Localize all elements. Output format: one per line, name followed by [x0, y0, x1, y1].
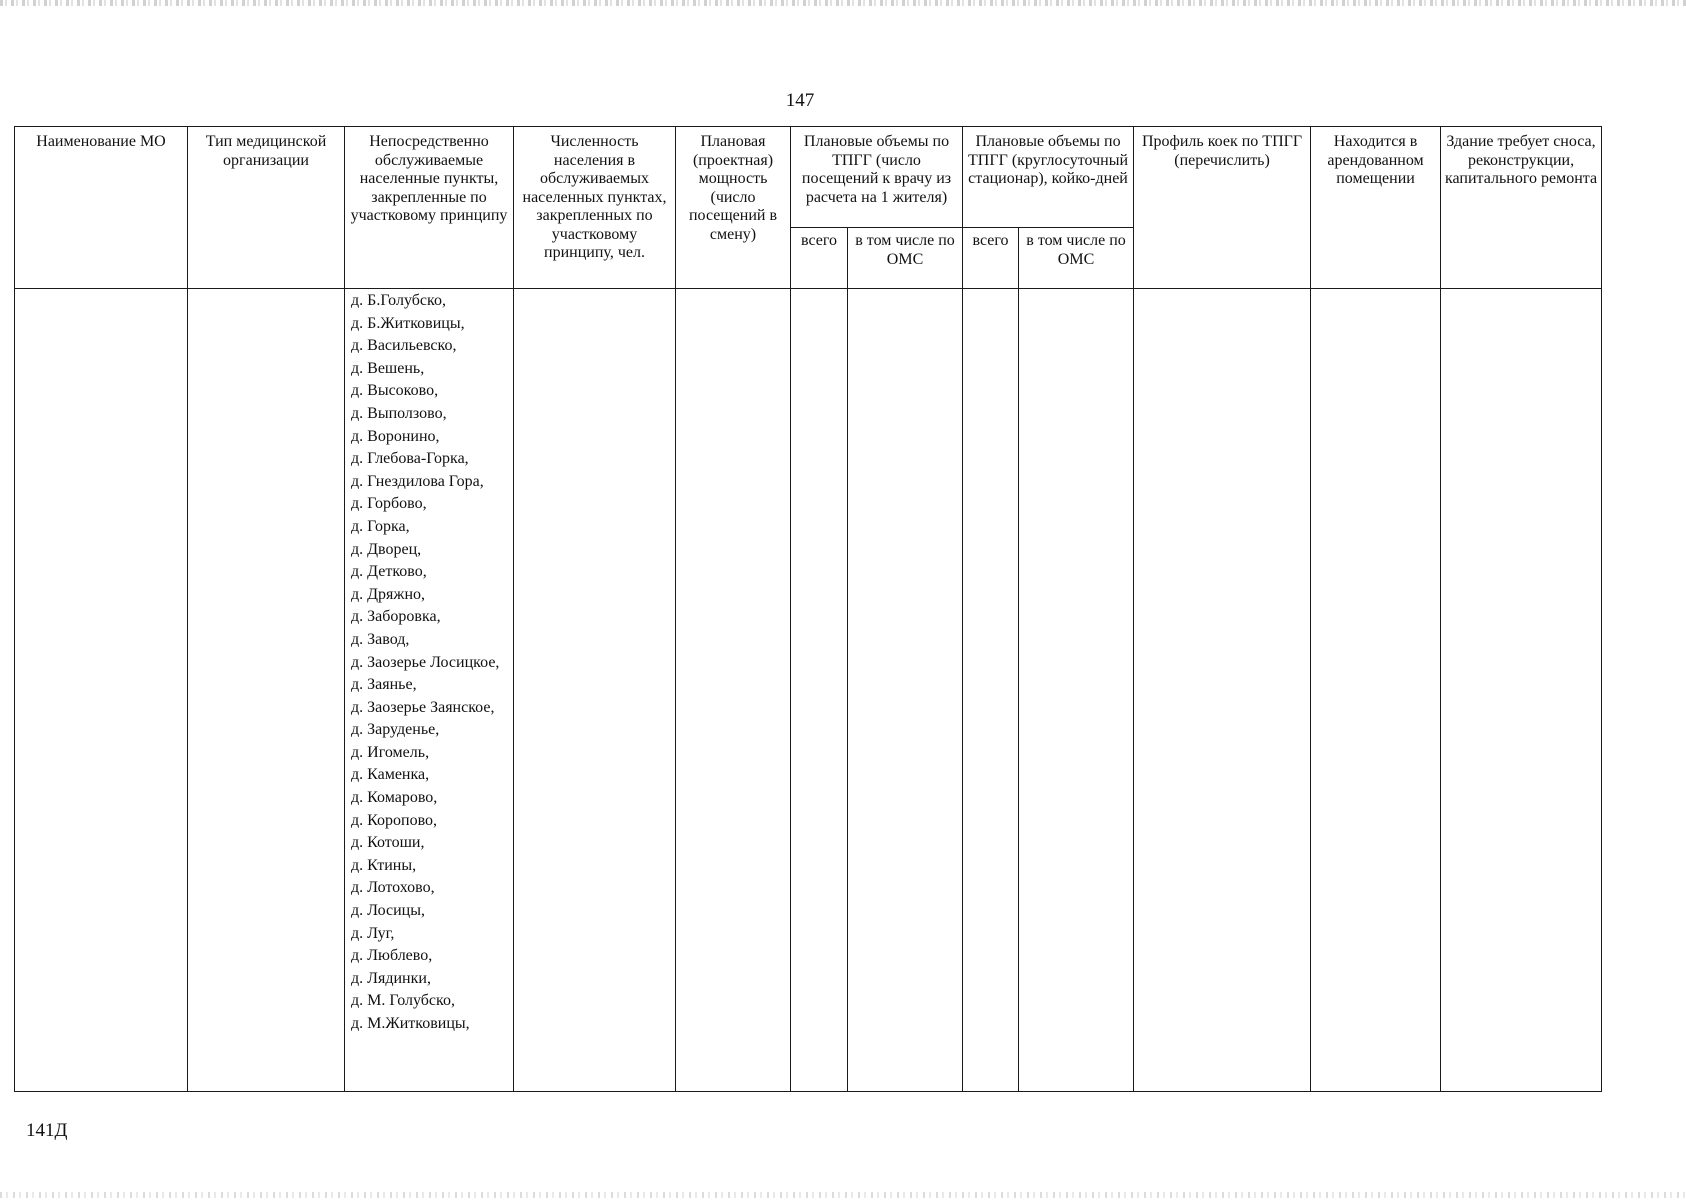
header-rented: Находится в арендованном помещении	[1311, 127, 1441, 289]
list-item: д. Дворец,	[351, 540, 422, 558]
list-item: д. Васильевско,	[351, 337, 457, 355]
list-item: д. Заозерье Заянское,	[351, 698, 495, 716]
cell-org-type	[188, 289, 345, 1092]
list-item: д. Дряжно,	[351, 585, 426, 603]
list-item: д. Завод,	[351, 630, 410, 648]
list-item: д. Люблево,	[351, 947, 433, 965]
list-item: д. Выползово,	[351, 404, 447, 422]
scan-edge-top	[0, 0, 1686, 6]
cell-population	[514, 289, 676, 1092]
header-bed-profile: Профиль коек по ТПГГ (перечислить)	[1134, 127, 1311, 289]
list-item: д. Глебова-Горка,	[351, 450, 469, 468]
list-item: д. Б.Житковицы,	[351, 314, 465, 332]
cell-beds-total	[963, 289, 1019, 1092]
cell-building	[1441, 289, 1602, 1092]
list-item: д. Заянье,	[351, 676, 417, 694]
list-item: д. Заозерье Лосицкое,	[351, 653, 500, 671]
cell-bed-profile	[1134, 289, 1311, 1092]
list-item: д. Детково,	[351, 563, 427, 581]
list-item: д. Коропово,	[351, 811, 438, 829]
list-item: д. Гнездилова Гора,	[351, 472, 484, 490]
table-row	[15, 289, 1602, 1092]
list-item: д. Воронино,	[351, 427, 440, 445]
header-beds-oms: в том числе по ОМС	[1019, 228, 1134, 289]
page-number: 147	[785, 90, 815, 111]
list-item: д. М. Голубско,	[351, 992, 455, 1010]
header-mo-name: Наименование МО	[15, 127, 188, 289]
header-org-type: Тип медицинской организации	[188, 127, 345, 289]
list-item: д. Комарово,	[351, 789, 438, 807]
list-item: д. Луг,	[351, 924, 395, 942]
list-item: д. Заруденье,	[351, 721, 440, 739]
list-item: д. Котоши,	[351, 834, 425, 852]
header-visits-total: всего	[791, 228, 848, 289]
cell-visits-oms	[848, 289, 963, 1092]
medical-organizations-table	[14, 126, 1602, 1092]
list-item: д. Каменка,	[351, 766, 430, 784]
header-settlements: Непосредственно обслуживаемые населенные пункты, закрепленные по участковому принципу	[345, 127, 514, 289]
cell-settlements	[345, 289, 514, 1092]
footer-code: 141Д	[26, 1120, 68, 1141]
cell-rented	[1311, 289, 1441, 1092]
list-item: д. Игомель,	[351, 743, 430, 761]
settlement-list	[345, 289, 513, 1033]
header-beds-group: Плановые объемы по ТПГГ (круглосуточный стационар), койко-дней	[963, 127, 1134, 228]
header-visits-group: Плановые объемы по ТПГГ (число посещений к врачу из расчета на 1 жителя)	[791, 127, 963, 228]
cell-capacity	[676, 289, 791, 1092]
cell-visits-total	[791, 289, 848, 1092]
list-item: д. Лосицы,	[351, 902, 425, 920]
list-item: д. Б.Голубско,	[351, 292, 446, 309]
list-item: д. Вешень,	[351, 359, 425, 377]
list-item: д. Ктины,	[351, 856, 417, 874]
header-building: Здание требует сноса, реконструкции, капитального ремонта	[1441, 127, 1602, 289]
cell-beds-oms	[1019, 289, 1134, 1092]
header-beds-total: всего	[963, 228, 1019, 289]
header-capacity: Плановая (проектная) мощность (число посещений в смену)	[676, 127, 791, 289]
list-item: д. М.Житковицы,	[351, 1015, 470, 1032]
header-row-top	[15, 127, 1602, 228]
list-item: д. Лотохово,	[351, 879, 435, 897]
header-population: Численность населения в обслуживаемых населенных пунктах, закрепленных по участковому принципу, чел.	[514, 127, 676, 289]
list-item: д. Горка,	[351, 517, 410, 535]
list-item: д. Лядинки,	[351, 969, 431, 987]
scan-edge-bottom	[0, 1192, 1686, 1198]
cell-mo-name	[15, 289, 188, 1092]
list-item: д. Горбово,	[351, 495, 427, 513]
list-item: д. Заборовка,	[351, 608, 441, 626]
header-visits-oms: в том числе по ОМС	[848, 228, 963, 289]
list-item: д. Высоково,	[351, 382, 439, 400]
